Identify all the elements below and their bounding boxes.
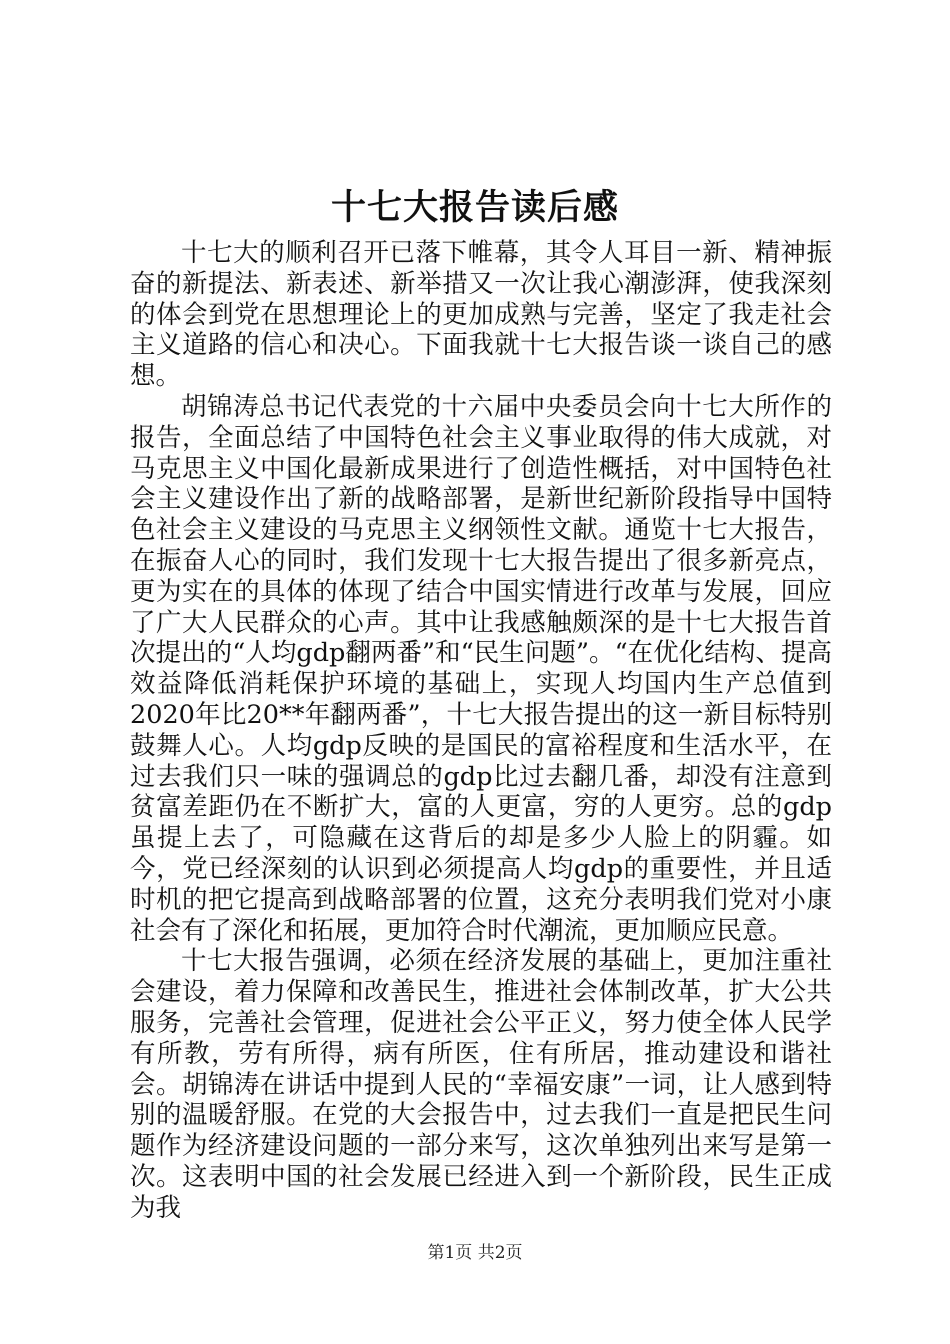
document-body: [130, 238, 832, 1224]
page-footer: 第1页 共2页: [427, 1243, 523, 1263]
paragraph-3: 十七大报告强调，必须在经济发展的基础上，更加注重社会建设，着力保障和改善民生，推进社会体制改革，扩大公共服务，完善社会管理，促进社会公平正义，努力使全体人民学有所教，劳有所得，病有所医，住有所居，推动建设和谐社会。胡锦涛在讲话中提到人民的“幸福安康”一词，让人感到特别的温暖舒服。在党的大会报告中，过去我们一直是把民生问题作为经济建设问题的一部分来写，这次单独列出来写是第一次。这表明中国的社会发展已经进入到一个新阶段，民生正成为我: [130, 946, 832, 1223]
paragraph-2: 胡锦涛总书记代表党的十六届中央委员会向十七大所作的报告，全面总结了中国特色社会主义事业取得的伟大成就，对马克思主义中国化最新成果进行了创造性概括，对中国特色社会主义建设作出了新的战略部署，是新世纪新阶段指导中国特色社会主义建设的马克思主义纲领性文献。通览十七大报告，在振奋人心的同时，我们发现十七大报告提出了很多新亮点，更为实在的具体的体现了结合中国实情进行改革与发展，回应了广大人民群众的心声。其中让我感触颇深的是十七大报告首次提出的“人均gdp翻两番”和“民生问题”。“在优化结构、提高效益降低消耗保护环境的基础上，实现人均国内生产总值到2020年比20**年翻两番”，十七大报告提出的这一新目标特别鼓舞人心。人均gdp反映的是国民的富裕程度和生活水平，在过去我们只一味的强调总的gdp比过去翻几番，却没有注意到贫富差距仍在不断扩大，富的人更富，穷的人更穷。总的gdp虽提上去了，可隐藏在这背后的却是多少人脸上的阴霾。如今，党已经深刻的认识到必须提高人均gdp的重要性，并且适时机的把它提高到战略部署的位置，这充分表明我们党对小康社会有了深化和拓展，更加符合时代潮流，更加顺应民意。: [130, 391, 832, 946]
document-title: 十七大报告读后感: [330, 187, 619, 228]
paragraph-1: 十七大的顺利召开已落下帷幕，其令人耳目一新、精神振奋的新提法、新表述、新举措又一次让我心潮澎湃，使我深刻的体会到党在思想理论上的更加成熟与完善，坚定了我走社会主义道路的信心和决心。下面我就十七大报告谈一谈自己的感想。: [130, 238, 832, 392]
